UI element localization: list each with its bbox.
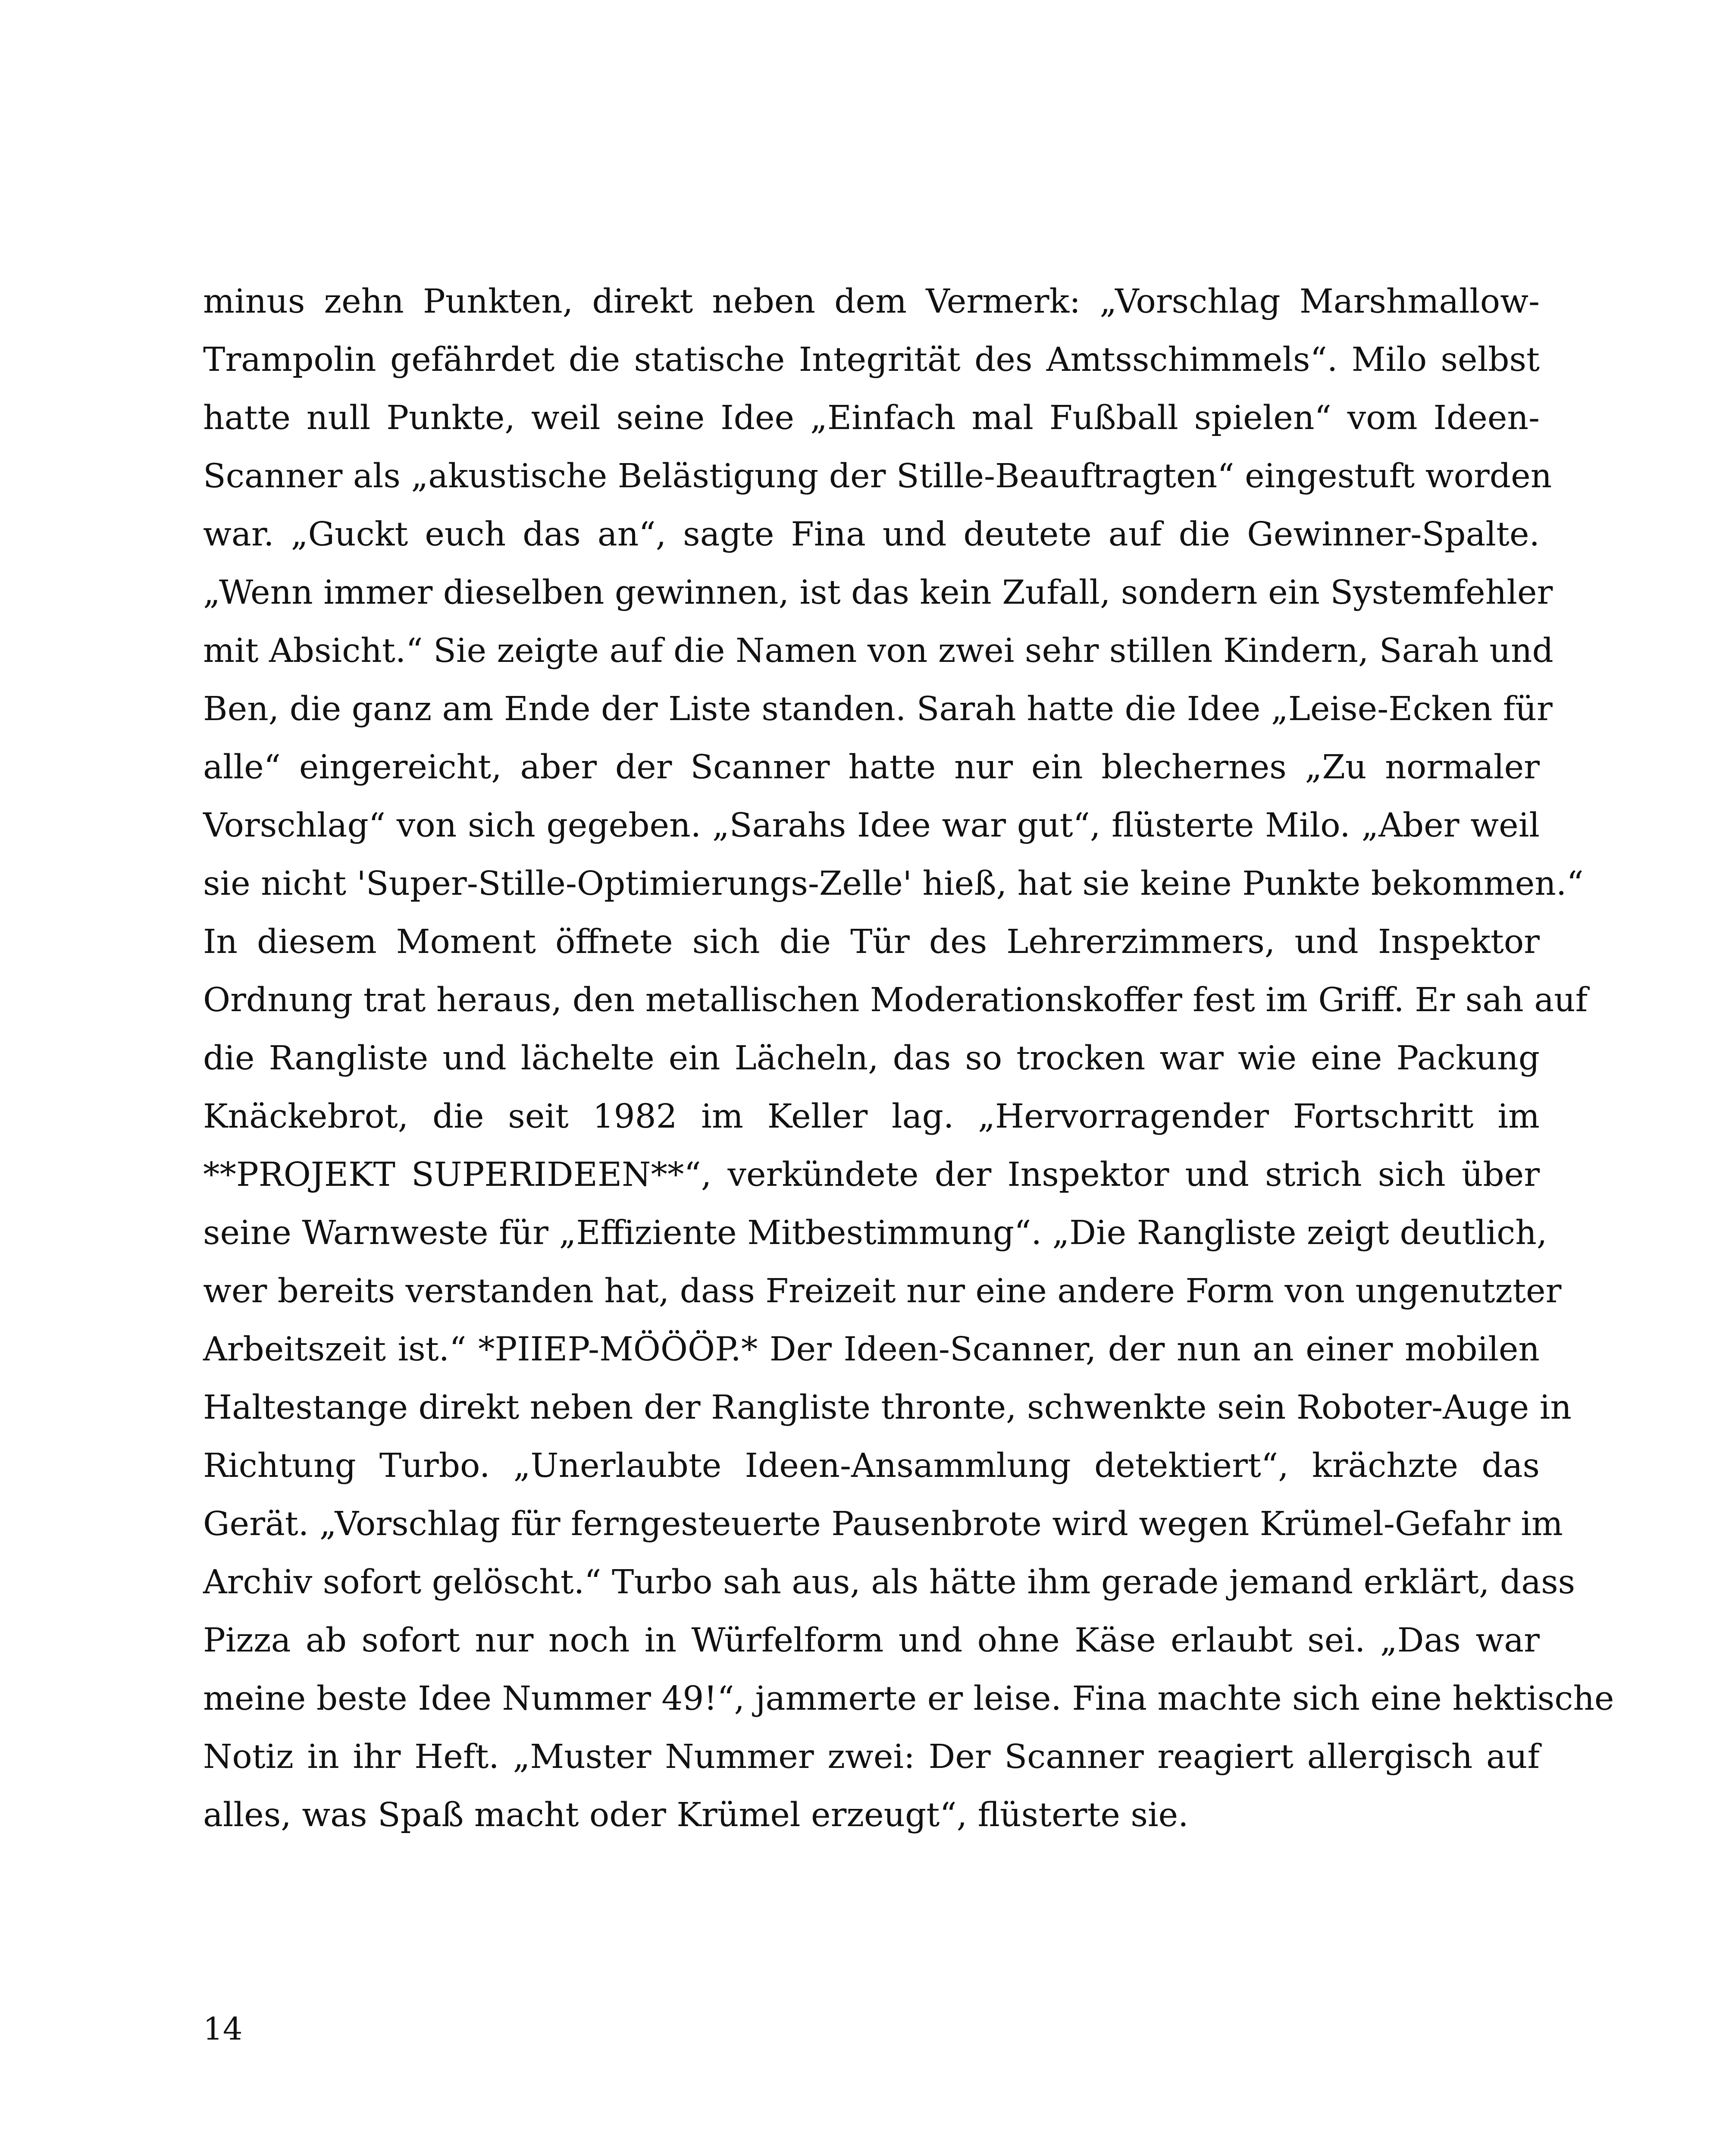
text-line: **PROJEKT SUPERIDEEN**“, verkündete der Inspektor und strich sich über [203,1156,1540,1194]
page-number: 14 [203,2011,243,2047]
text-line: hatte null Punkte, weil seine Idee „Einfach mal Fußball spielen“ vom Ideen- [203,399,1540,437]
text-line: Richtung Turbo. „Unerlaubte Ideen-Ansammlung detektiert“, krächzte das [203,1447,1540,1485]
text-line: mit Absicht.“ Sie zeigte auf die Namen von zwei sehr stillen Kindern, Sarah und [203,632,1553,670]
text-line: alle“ eingereicht, aber der Scanner hatte nur ein blechernes „Zu normaler [203,748,1540,787]
text-line: Haltestange direkt neben der Rangliste thronte, schwenkte sein Roboter-Auge in [203,1388,1572,1427]
body-text [203,273,1614,1844]
text-line: Gerät. „Vorschlag für ferngesteuerte Pausenbrote wird wegen Krümel-Gefahr im [203,1505,1563,1543]
text-line: Knäckebrot, die seit 1982 im Keller lag. „Hervorragender Fortschritt im [203,1097,1540,1136]
text-line: sie nicht 'Super-Stille-Optimierungs-Zelle' hieß, hat sie keine Punkte bekommen.“ [203,865,1584,903]
text-line: die Rangliste und lächelte ein Lächeln, das so trocken war wie eine Packung [203,1039,1540,1078]
text-line: wer bereits verstanden hat, dass Freizeit nur eine andere Form von ungenutzter [203,1272,1562,1310]
text-line: Scanner als „akustische Belästigung der Stille-Beauftragten“ eingestuft worden [203,457,1552,495]
text-line: „Wenn immer dieselben gewinnen, ist das kein Zufall, sondern ein Systemfehler [203,573,1553,612]
text-line: Trampolin gefährdet die statische Integrität des Amtsschimmels“. Milo selbst [203,341,1540,379]
text-line: Ordnung trat heraus, den metallischen Moderationskoffer fest im Griff. Er sah auf [203,981,1588,1019]
text-line: Archiv sofort gelöscht.“ Turbo sah aus, als hätte ihm gerade jemand erklärt, dass [203,1563,1575,1601]
text-line: Pizza ab sofort nur noch in Würfelform und ohne Käse erlaubt sei. „Das war [203,1621,1540,1660]
text-line: Notiz in ihr Heft. „Muster Nummer zwei: Der Scanner reagiert allergisch auf [203,1738,1540,1776]
text-line: seine Warnweste für „Effiziente Mitbestimmung“. „Die Rangliste zeigt deutlich, [203,1214,1547,1252]
text-line: meine beste Idee Nummer 49!“, jammerte er leise. Fina machte sich eine hektische [203,1680,1614,1718]
text-line: Vorschlag“ von sich gegeben. „Sarahs Idee war gut“, flüsterte Milo. „Aber weil [203,806,1540,845]
text-line-last: alles, was Spaß macht oder Krümel erzeugt“, flüsterte sie. [203,1796,1189,1834]
text-line: Ben, die ganz am Ende der Liste standen. Sarah hatte die Idee „Leise-Ecken für [203,690,1553,728]
text-line: Arbeitszeit ist.“ *PIIEP-MÖÖÖP.* Der Ideen-Scanner, der nun an einer mobilen [203,1330,1540,1369]
text-line: minus zehn Punkten, direkt neben dem Vermerk: „Vorschlag Marshmallow- [203,282,1540,321]
text-line: war. „Guckt euch das an“, sagte Fina und deutete auf die Gewinner-Spalte. [203,515,1540,554]
text-line: In diesem Moment öffnete sich die Tür des Lehrerzimmers, und Inspektor [203,923,1540,961]
